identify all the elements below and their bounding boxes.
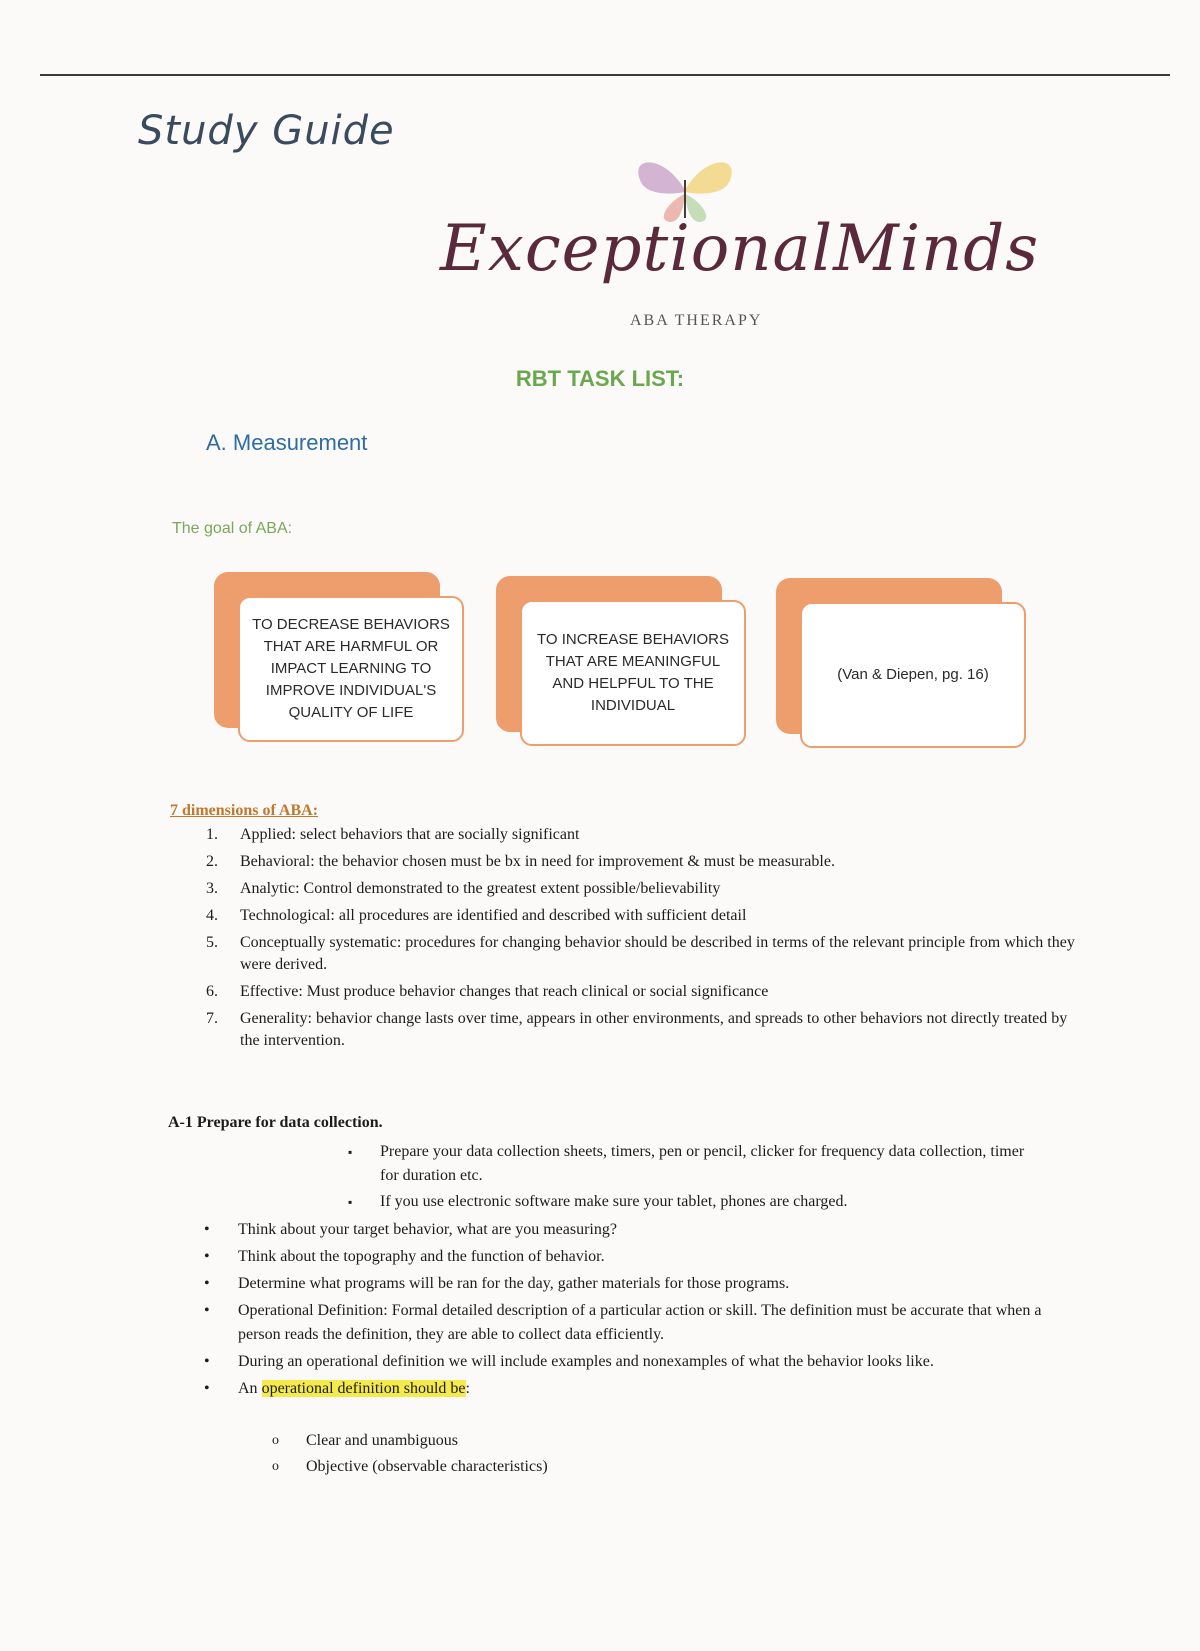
logo-tagline: ABA THERAPY (630, 312, 763, 329)
highlighted-text: operational definition should be (261, 1380, 466, 1397)
list-item: • Think about the topography and the function of behavior. (238, 1245, 1068, 1269)
section-heading: A. Measurement (206, 430, 368, 455)
list-item: • Determine what programs will be ran for the day, gather materials for those programs. (238, 1272, 1068, 1296)
goal-card-text: (Van & Diepen, pg. 16) (800, 602, 1026, 748)
list-item: ▪ Prepare your data collection sheets, timers, pen or pencil, clicker for frequency data collection, timer for duration etc. (380, 1140, 1040, 1188)
goal-card-citation (776, 578, 1026, 748)
list-item: ▪ If you use electronic software make sure your tablet, phones are charged. (380, 1190, 1040, 1214)
list-item: 5. Conceptually systematic: procedures for changing behavior should be described in terms of the relevant principle from which they were derived. (206, 934, 1075, 973)
list-item: 2. Behavioral: the behavior chosen must be bx in need for improvement & must be measurable. (206, 853, 835, 870)
prep-sub-bullets (380, 1140, 1040, 1216)
list-item: • Operational Definition: Formal detailed description of a particular action or skill. The definition must be accurate that when a person reads the definition, they are able to collect data efficiently. (238, 1299, 1068, 1347)
list-item: 7. Generality: behavior change lasts over time, appears in other environments, and spreads to other behaviors not directly treated by the intervention. (206, 1010, 1068, 1049)
prep-bullets (238, 1218, 1068, 1404)
list-item: 6. Effective: Must produce behavior changes that reach clinical or social significance (206, 983, 769, 1000)
goal-label: The goal of ABA: (172, 520, 293, 537)
list-item: 3. Analytic: Control demonstrated to the greatest extent possible/believability (206, 880, 721, 897)
top-rule (40, 74, 1170, 76)
list-item: • Think about your target behavior, what are you measuring? (238, 1218, 1068, 1242)
list-item: o Clear and unambiguous (306, 1428, 548, 1454)
a1-heading: A-1 Prepare for data collection. (168, 1114, 383, 1131)
handwritten-title: Study Guide (138, 108, 395, 154)
task-list-title: RBT TASK LIST: (515, 366, 685, 391)
logo-name: ExceptionalMinds (440, 212, 1040, 286)
list-item: 4. Technological: all procedures are identified and described with sufficient detail (206, 907, 747, 924)
dimensions-heading: 7 dimensions of ABA: (170, 802, 319, 819)
logo (440, 150, 1040, 340)
list-item: • During an operational definition we will include examples and nonexamples of what the behavior looks like. (238, 1350, 1068, 1374)
goal-card-decrease (214, 572, 464, 742)
list-item: 1. Applied: select behaviors that are socially significant (206, 826, 580, 843)
goal-card-text: TO INCREASE BEHAVIORS THAT ARE MEANINGFUL AND HELPFUL TO THE INDIVIDUAL (520, 600, 746, 746)
list-item: o Objective (observable characteristics) (306, 1454, 548, 1480)
dimensions-list (206, 824, 1090, 1057)
list-item: • An operational definition should be: (238, 1377, 1068, 1401)
goal-card-increase (496, 576, 746, 746)
definition-criteria (306, 1428, 548, 1480)
goal-card-text: TO DECREASE BEHAVIORS THAT ARE HARMFUL OR IMPACT LEARNING TO IMPROVE INDIVIDUAL'S QUALITY OF LIFE (238, 596, 464, 742)
